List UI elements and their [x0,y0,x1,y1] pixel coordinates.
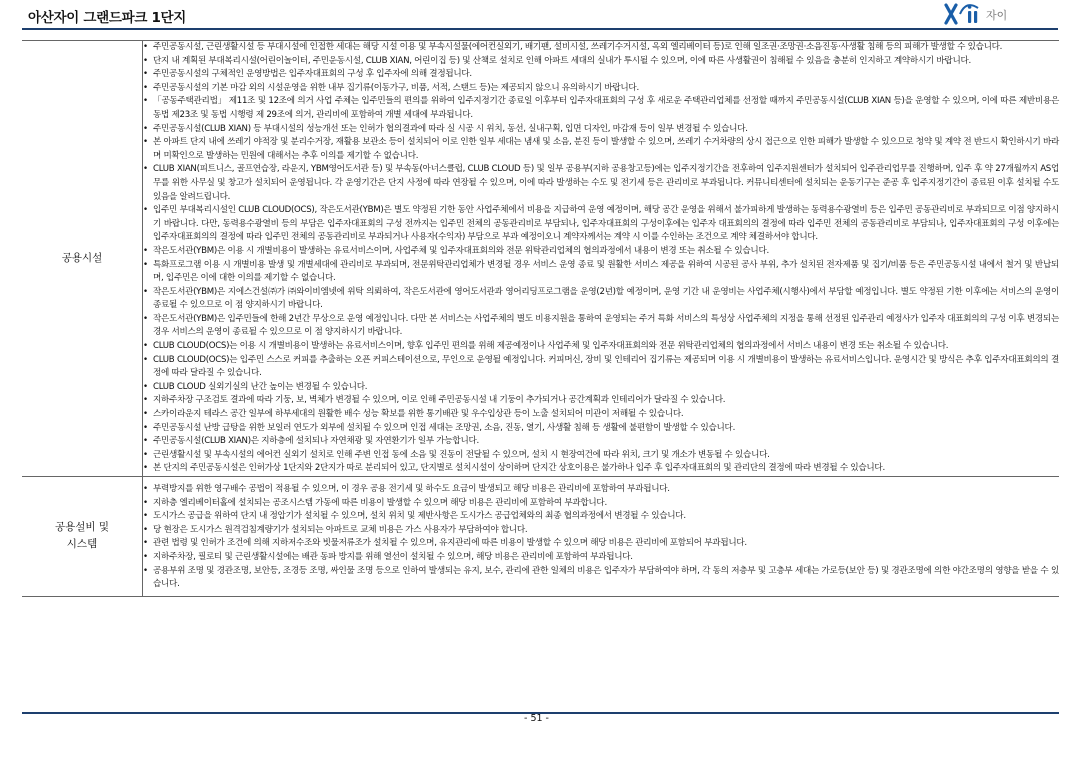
bullet-item: • 스카이라운지 테라스 공간 일부에 하부세대의 원활한 배수 성능 확보를 위한 통기배관 및 우수입상관 등이 노출 설치되어 미관이 저해될 수 있습니다. [143,408,1059,422]
page-number: - 51 - [524,713,549,724]
bullet-item: • 주민공동시설(CLUB XIAN) 등 부대시설의 성능개선 또는 인허가 협의결과에 따라 실 시공 시 위치, 동선, 실내구획, 입면 디자인, 마감재 등이 일부 변경될 수 있습니다. [143,123,1059,137]
section-body-common-systems [143,477,1060,597]
bullet-item: • 특화프로그램 이용 시 개별비용 발생 및 개별세대에 관리비로 부과되며, 전문위탁관리업체가 변경될 경우 서비스 운영 종료 및 원활한 서비스 제공을 위하여 시공된 공사 부위, 추가 설치된 전자제품 및 집기/비품 등은 주민공동시설 내에서 철거 및 반납되며, 입주민은 이에 대한 이의를 제기할 수 없습니다. [143,259,1059,286]
bullet-item: • 주민공동시설의 기본 마감 외의 시설운영을 위한 내부 집기류(이동가구, 비품, 서적, 스탠드 등)는 제공되지 않으니 유의하시기 바랍니다. [143,82,1059,96]
header-rule [22,28,1058,30]
table-row-common-systems [22,477,1059,597]
bullet-item: • 지하주차장 구조검토 결과에 따라 기둥, 보, 벽체가 변경될 수 있으며, 이로 인해 주민공동시설 내 기둥이 추가되거나 공간계획과 인테리어가 달라질 수 있습니다. [143,394,1059,408]
bullet-item: • 주민공동시설, 근린생활시설 등 부대시설에 인접한 세대는 해당 시설 이용 및 부속시설물(에어컨실외기, 배기팬, 설비시설, 쓰레기수거시설, 옥외 엘리베이터 등)로 인해 일조권·조망권·소음진동·사생활 침해 등의 피해가 발생할 수 있습니다. [143,41,1059,55]
logo-text: 자이 [986,9,1008,22]
bullet-item: • 작은도서관(YBM)은 입주민들에 한해 2년간 무상으로 운영 예정입니다. 다만 본 서비스는 사업주체의 별도 비용지원을 통하여 운영되는 주거 특화 서비스의 특성상 사업주체의 지정을 통해 선정된 입주관리 예정사가 입주자 대표회의의 구성 이후 변경되는 경우 서비스의 운영이 종료될 수 있으므로 이 점 양지하시기 바랍니다. [143,313,1059,340]
bullet-item: • 「공동주택관리법」 제11조 및 12조에 의거 사업 주체는 입주민들의 편의를 위하여 입주지정기간 종료일 이후부터 입주자대표회의 구성 후 새로운 주택관리업체를 선정할 때까지 주민공동시설(CLUB XIAN 등)을 운영할 수 있으며, 이에 따른 제반비용은 동법 제23조 및 동법 시행령 제 29조에 의거, 관리비에 포함하여 개별 세대에 부과됩니다. [143,95,1059,122]
bullet-item: • CLUB CLOUD(OCS)는 이용 시 개별비용이 발생하는 유료서비스이며, 향후 입주민 편의를 위해 제공예정이나 사업주체 및 입주자대표회의와 전문 위탁관리업체의 협의과정에서 서비스 내용이 변경 또는 취소될 수 있습니다. [143,340,1059,354]
section-label-common-facilities: 공용시설 [22,41,143,477]
bullet-list [143,483,1059,592]
document-title: 아산자이 그랜드파크 1단지 [28,10,187,26]
bullet-item: • 본 단지의 주민공동시설은 인허가상 1단지와 2단지가 따로 분리되어 있고, 단지별로 설치시설이 상이하며 단지간 상호이용은 불가하나 입주 후 입주자대표회의 및 관리단의 결정에 따라 변경될 수 있습니다. [143,462,1059,476]
bullet-item: • 지하주차장, 필로티 및 근린생활시설에는 배관 동파 방지를 위해 열선이 설치될 수 있으며, 해당 비용은 관리비에 포함하여 부과됩니다. [143,551,1059,565]
table-row-common-facilities [22,41,1059,477]
bullet-item: • 본 아파트 단지 내에 쓰레기 야적장 및 분리수거장, 재활용 보관소 등이 설치되어 이로 인한 일부 세대는 냄새 및 소음, 분진 등이 발생할 수 있으며, 쓰레기 수거차량의 상시 접근으로 인한 피해가 발생할 수 있으므로 청약 및 계약 전 반드시 확인하시기 바라며 미확인으로 발생하는 민원에 대해서는 추후 이의를 제기할 수 없습니다. [143,136,1059,163]
bullet-item: • CLUB XIAN(피트니스, 골프연습장, 라운지, YBM영어도서관 등) 및 부속동(아너스클럽, CLUB CLOUD 등) 및 일부 공용부(지하 공용창고등)에는 입주지정기간을 전후하여 입주지원센터가 설치되어 입주관리업무를 진행하며, 입주 후 약 27개월까지 AS업무를 위한 사무실 및 창고가 설치되어 운영됩니다. 각 운영기간은 단지 사정에 따라 연장될 수 있으며, 이에 따라 발생하는 수도 및 전기세 등은 관리비로 부과됩니다. 커뮤니티센터에 설치되는 운동기구는 준공 후 입주지정기간이 종료된 이후 설치될 수도 있음을 알려드립니다. [143,163,1059,204]
bullet-item: • 근린생활시설 및 부속시설의 에어컨 실외기 설치로 인해 주변 인접 동에 소음 및 진동이 전달될 수 있으며, 설치 시 현장여건에 따라 위치, 크기 및 개소가 변동될 수 있습니다. [143,449,1059,463]
bullet-item: • 주민공동시설 난방 급탕을 위한 보일러 연도가 외부에 설치될 수 있으며 인접 세대는 조망권, 소음, 진동, 열기, 사생활 침해 등 생활에 불편함이 발생할 수 있습니다. [143,422,1059,436]
section-label-common-systems-text: 공용설비 및 시스템 [54,521,110,551]
bullet-item: • 당 현장은 도시가스 원격검침계량기가 설치되는 아파트로 교체 비용은 가스 사용자가 부담하여야 합니다. [143,524,1059,538]
notice-table [22,40,1059,597]
section-label-common-systems [22,477,143,597]
bullet-item: • CLUB CLOUD(OCS)는 입주민 스스로 커피를 추출하는 오픈 커피스테이션으로, 무인으로 운영될 예정입니다. 커피머신, 장비 및 인테리어 집기류는 제공되며 이용 시 개별비용이 발생하는 유료서비스입니다. 운영시간 및 방식은 추후 입주자대표회의의 결정에 따라 달라질 수 있습니다. [143,354,1059,381]
section-body-common-facilities [143,41,1060,477]
bullet-item: • 작은도서관(YBM)은 지에스건설㈜가 ㈜와이비엠넷에 위탁 의뢰하여, 작은도서관에 영어도서관과 영어리딩프로그램을 운영(2년)할 예정이며, 운영 기간 내 운영비는 사업주체(시행사)에서 부담할 예정입니다. 별도 약정된 기한 이후에는 서비스의 운영이 종료될 수 있으므로 이 점 양지하시기 바랍니다. [143,286,1059,313]
bullet-item: • 주민공동시설(CLUB XIAN)은 지하층에 설치되나 자연채광 및 자연환기가 일부 가능합니다. [143,435,1059,449]
bullet-item: • CLUB CLOUD 실외기실의 난간 높이는 변경될 수 있습니다. [143,381,1059,395]
bullet-item: • 지하층 엘리베이터홀에 설치되는 공조시스템 가동에 따른 비용이 발생할 수 있으며 해당 비용은 관리비에 포함하여 부과합니다. [143,497,1059,511]
bullet-item: • 단지 내 계획된 부대복리시설(어린이놀이터, 주민운동시설, CLUB XIAN, 어린이집 등) 및 산책로 설치로 인해 아파트 세대의 실내가 투시될 수 있으며, 이에 따른 사생활권이 침해될 수 있음을 충분히 인지하고 계약하시기 바랍니다. [143,55,1059,69]
bullet-item: • 부력방지를 위한 영구배수 공법이 적용될 수 있으며, 이 경우 공용 전기세 및 하수도 요금이 발생되고 해당 비용은 관리비에 포함하여 부과됩니다. [143,483,1059,497]
bullet-item: • 주민공동시설의 구체적인 운영방법은 입주자대표회의 구성 후 입주자에 의해 결정됩니다. [143,68,1059,82]
bullet-list [143,41,1059,476]
bullet-item: • 도시가스 공급을 위하여 단지 내 정압기가 설치될 수 있으며, 설치 위치 및 제반사항은 도시가스 공급업체와의 최종 협의과정에서 변경될 수 있습니다. [143,510,1059,524]
bullet-item: • 입주민 부대복리시설인 CLUB CLOUD(OCS), 작은도서관(YBM)은 별도 약정된 기한 동안 사업주체에서 비용을 지급하여 운영 예정이며, 해당 공간 운영을 위해서 불가피하게 발생하는 동력용수광열비 등은 입주민 공동관리비로 부과되므로 이점 양지하시기 바랍니다. 다만, 동력용수광열비 등의 부담은 입주자대표회의 구성 전까지는 입주민 전체의 공동관리비로 부담되나, 입주자대표회의 구성이후에는 입주자 대표회의의 결정에 따라 입주민 전체의 공동관리비로 부담되나, 입주자대표회의 구성 이후에는 입주자대표회의의 결정에 따라 입주민 전체의 공동관리비로 부과되거나 사용자(수익자) 부담으로 부과 예정이오니 계약자께서는 계약 시 이를 수인하는 조건으로 계약 체결하셔야 합니다. [143,204,1059,245]
bullet-item: • 작은도서관(YBM)은 이용 시 개별비용이 발생하는 유료서비스이며, 사업주체 및 입주자대표회의와 전문 위탁관리업체의 협의과정에서 내용이 변경 또는 취소될 수 있습니다. [143,245,1059,259]
bullet-item: • 관련 법령 및 인허가 조건에 의해 지하저수조와 빗물저류조가 설치될 수 있으며, 유지관리에 따른 비용이 발생할 수 있으며 해당 비용은 관리비에 포함되어 부과됩니다. [143,537,1059,551]
bullet-item: • 공용부위 조명 및 경관조명, 보안등, 조경등 조명, 싸인물 조명 등으로 인하여 발생되는 유지, 보수, 관리에 관한 일체의 비용은 입주자가 부담하여야 하며, 각 동의 저층부 및 고층부 세대는 가로등(보안 등) 및 경관조명에 의한 야간조명의 영향을 받을 수 있습니다. [143,565,1059,592]
